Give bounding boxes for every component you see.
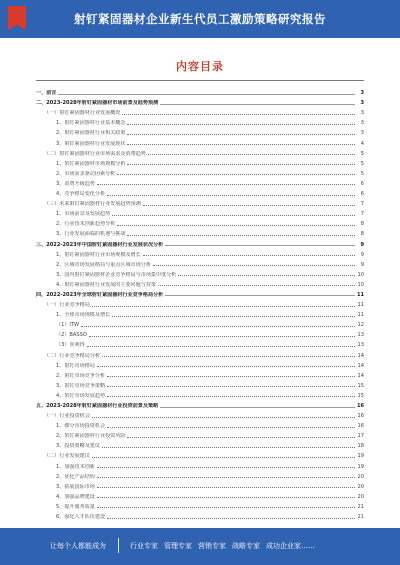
toc-page-number: 8 (360, 221, 364, 228)
toc-page-number: 14 (357, 372, 364, 379)
toc-entry[interactable] (36, 268, 364, 278)
toc-leader (160, 104, 355, 105)
toc-page-number: 20 (357, 473, 364, 480)
toc-entry-text: 1、射钉市场格局 (56, 362, 95, 369)
toc-page-number: 9 (360, 261, 364, 268)
toc-leader (97, 477, 355, 478)
toc-page-number: 21 (357, 503, 364, 510)
toc-entry[interactable] (36, 338, 364, 348)
toc-page-number: 11 (357, 312, 364, 319)
toc-page-number: 13 (357, 332, 364, 339)
toc-leader (153, 265, 355, 266)
toc-entry-text: （二）行业竞争格局分析 (44, 352, 101, 359)
toc-page-number: 20 (357, 483, 364, 490)
toc-entry-text: （2）BASSO (56, 332, 87, 339)
footer-role: 行业专家 (130, 542, 158, 550)
toc-entry[interactable] (36, 177, 364, 187)
toc-entry-text: 2、市场需求驱动因素分析 (56, 170, 116, 177)
toc-page-number: 6 (360, 191, 364, 198)
toc-page-number: 3 (360, 130, 364, 137)
toc-entry[interactable] (36, 96, 364, 106)
toc-entry-text: 4、射钉市场发展趋势 (56, 392, 106, 399)
toc-entry[interactable] (36, 258, 364, 268)
toc-entry-text: 1、射钉紧固器材市场规模分析 (56, 160, 126, 167)
toc-page-number: 14 (357, 362, 364, 369)
toc-entry[interactable] (36, 409, 364, 419)
toc-leader (97, 497, 355, 498)
toc-page-number: 10 (357, 281, 364, 288)
toc-entry[interactable] (36, 389, 364, 399)
toc-leader (97, 487, 355, 488)
toc-leader (127, 164, 355, 165)
footer-divider (118, 538, 119, 553)
toc-entry-text: 1、细分市场投资机会 (56, 423, 106, 430)
toc-entry[interactable] (36, 439, 364, 449)
toc-leader (165, 295, 355, 296)
toc-entry-text: （二）行业发展建议 (44, 453, 90, 460)
footer-role: 成功企业家…… (266, 542, 315, 550)
toc-entry-text: 3、国内射钉紧固器材企业竞争格局与市场集中度分析 (56, 271, 177, 278)
toc-leader (87, 346, 355, 347)
toc-leader (107, 386, 355, 387)
toc-leader (107, 195, 355, 196)
toc-page-number: 20 (357, 493, 364, 500)
toc-entry-text: 3、投资策略及建议 (56, 443, 100, 450)
toc-page-number: 15 (357, 382, 364, 389)
footer-role: 战略专家 (232, 542, 260, 550)
toc-entry-text: （3）喜利得 (56, 342, 85, 349)
toc-entry[interactable] (36, 237, 364, 247)
toc-leader (81, 326, 355, 327)
toc-entry-text: 1、市场前景及发展趋势 (56, 211, 111, 218)
footer-roles (130, 541, 321, 551)
toc-entry[interactable] (36, 490, 364, 500)
toc-leader (127, 134, 355, 135)
toc-page-number: 5 (360, 170, 364, 177)
toc-entry-text: 2、射钉紧固器材行业相关政策 (56, 130, 126, 137)
toc-entry[interactable] (36, 359, 364, 369)
toc-entry[interactable] (36, 328, 364, 338)
toc-leader (127, 144, 355, 145)
toc-page-number: 16 (357, 423, 364, 430)
toc-leader (165, 245, 355, 246)
toc-entry[interactable] (36, 278, 364, 288)
toc-entry[interactable] (36, 480, 364, 490)
toc-page-number: 5 (360, 150, 364, 157)
toc-page-number: 3 (360, 100, 364, 107)
report-title: 射钉紧固器材企业新生代员工激励策略研究报告 (74, 12, 326, 26)
toc-page-number: 3 (360, 90, 364, 97)
toc-page-number: 19 (357, 463, 364, 470)
toc-entry-text: 五、2023-2028年射钉紧固器材行业投资前景及策略 (36, 403, 159, 409)
toc-leader (107, 518, 355, 519)
toc-leader (102, 447, 355, 448)
toc-entry[interactable] (36, 217, 364, 227)
toc-leader (92, 306, 355, 307)
toc-page-number: 17 (357, 433, 364, 440)
toc-entry[interactable] (36, 449, 364, 459)
toc-leader (178, 275, 355, 276)
toc-leader (158, 285, 355, 286)
toc-page-number: 16 (357, 413, 364, 420)
toc-leader (148, 154, 355, 155)
toc-entry[interactable] (36, 187, 364, 197)
toc-title: 内容目录 (176, 60, 224, 73)
toc-entry[interactable] (36, 379, 364, 389)
toc-entry[interactable] (36, 147, 364, 157)
toc-leader (143, 205, 355, 206)
toc-entry-text: 2、区域市场发展格局与重点区域市场分析 (56, 261, 151, 268)
toc-page-number: 3 (360, 110, 364, 117)
toc-page-number: 8 (360, 231, 364, 238)
toc-page-number: 14 (357, 352, 364, 359)
toc-entry[interactable] (36, 197, 364, 207)
toc-page-number: 11 (357, 291, 365, 298)
toc-entry-text: 4、射钉紧固器材行业发展的主要问题与对策 (56, 281, 157, 288)
toc-page-number: 9 (360, 241, 364, 248)
toc-page-number: 5 (360, 160, 364, 167)
toc-entry[interactable] (36, 136, 364, 146)
toc-entry-text: 3、射钉市场竞争策略 (56, 382, 106, 389)
toc-entry[interactable] (36, 429, 364, 439)
toc-page-number: 10 (357, 271, 364, 278)
toc-leader (127, 437, 355, 438)
toc-entry-text: （一）射钉紧固器材行业发展概况 (44, 110, 121, 117)
toc-leader (97, 467, 355, 468)
toc-entry-text: 3、拓展国际市场 (56, 483, 95, 490)
toc-entry[interactable] (36, 348, 364, 358)
toc-leader (117, 225, 355, 226)
toc-leader (58, 94, 355, 95)
toc-entry-text: 三、2022-2023年中国射钉紧固器材行业发展状况分析 (36, 241, 164, 248)
toc-entry-text: 2、射钉紧固器材行业投资风险 (56, 433, 126, 440)
footer-role: 营销专家 (198, 542, 226, 550)
toc-divider (36, 80, 364, 81)
toc-entry[interactable] (36, 459, 364, 469)
toc-leader (127, 124, 355, 125)
toc-entry[interactable] (36, 318, 364, 328)
toc-leader (92, 457, 355, 458)
toc-leader (102, 356, 355, 357)
toc-page-number: 11 (357, 302, 364, 309)
toc-leader (117, 174, 355, 175)
toc-leader (143, 255, 355, 256)
toc-entry[interactable] (36, 298, 364, 308)
toc-entry-text: 一、前言 (36, 90, 57, 97)
toc-entry[interactable] (36, 86, 364, 96)
toc-entry[interactable] (36, 207, 364, 217)
report-header (0, 0, 400, 38)
toc-entry-text: （三）未来射钉紧固器材行业发展趋势预测 (44, 201, 141, 208)
toc-entry-text: （二）射钉紧固器材行业市场需求及消费趋势 (44, 150, 146, 157)
toc-page-number: 6 (360, 180, 364, 187)
toc-leader (89, 336, 355, 337)
toc-entry-text: （一）行业竞争格局 (44, 302, 90, 309)
toc-entry-text: 2、优化产品结构 (56, 473, 95, 480)
toc-entry[interactable] (36, 126, 364, 136)
toc-leader (97, 366, 355, 367)
toc-page-number: 15 (357, 392, 364, 399)
toc-leader (97, 184, 355, 185)
toc-leader (122, 114, 355, 115)
toc-entry[interactable] (36, 510, 364, 520)
toc-leader (112, 215, 355, 216)
toc-page-number: 7 (360, 211, 364, 218)
toc-leader (160, 407, 355, 408)
toc-entry-text: 1、射钉紧固器材行业市场规模及增长 (56, 251, 141, 258)
toc-entry-text: 4、加强品牌建设 (56, 493, 95, 500)
toc-entry[interactable] (36, 500, 364, 510)
toc-entry[interactable] (36, 399, 364, 409)
toc-entry-text: 2、行业技术创新趋势分析 (56, 221, 116, 228)
toc-leader (97, 507, 355, 508)
toc-entry[interactable] (36, 227, 364, 237)
toc-page-number: 18 (357, 443, 364, 450)
toc-leader (127, 235, 355, 236)
toc-entry[interactable] (36, 157, 364, 167)
toc-page-number: 12 (357, 322, 364, 329)
toc-entry-text: 2、射钉市场竞争分析 (56, 372, 106, 379)
toc-leader (112, 316, 355, 317)
table-of-contents (36, 86, 364, 520)
toc-page-number: 19 (357, 453, 364, 460)
toc-leader (92, 417, 355, 418)
toc-entry-text: 1、加强技术创新 (56, 463, 95, 470)
toc-entry[interactable] (36, 288, 364, 298)
footer-role: 管理专家 (164, 542, 192, 550)
toc-entry-text: 四、2022-2023年全球射钉紧固器材行业竞争格局分析 (36, 291, 164, 298)
toc-page-number: 3 (360, 120, 364, 127)
toc-page-number: 7 (360, 201, 364, 208)
toc-entry[interactable] (36, 470, 364, 480)
toc-leader (107, 427, 355, 428)
footer-slogan: 让每个人都能成为 (50, 542, 106, 550)
toc-entry-text: 1、全球市场规模及增长 (56, 312, 111, 319)
toc-entry-text: 3、行业发展面临的机遇与挑战 (56, 231, 126, 238)
toc-entry[interactable] (36, 419, 364, 429)
toc-entry[interactable] (36, 308, 364, 318)
toc-page-number: 13 (357, 342, 364, 349)
toc-entry[interactable] (36, 248, 364, 258)
toc-entry-text: （1）ITW (56, 322, 80, 329)
toc-entry-text: 3、消费升级趋势 (56, 180, 95, 187)
toc-entry-text: （一）行业投资机会 (44, 413, 90, 420)
toc-entry-text: 6、强化人才队伍建设 (56, 514, 106, 521)
toc-page-number: 9 (360, 251, 364, 258)
toc-entry[interactable] (36, 106, 364, 116)
toc-entry-text: 1、射钉紧固器材行业基本概念 (56, 120, 126, 127)
toc-leader (107, 376, 355, 377)
toc-entry-text: 4、竞争格局变化分析 (56, 191, 106, 198)
toc-entry[interactable] (36, 167, 364, 177)
toc-leader (107, 396, 355, 397)
toc-entry-text: 5、提升服务质量 (56, 503, 95, 510)
toc-page-number: 16 (357, 403, 365, 409)
toc-page-number: 4 (360, 140, 364, 147)
toc-entry[interactable] (36, 116, 364, 126)
page-footer (0, 528, 400, 565)
toc-entry-text: 二、2023-2028年射钉紧固器材市场前景及趋势预测 (36, 100, 159, 107)
toc-entry[interactable] (36, 369, 364, 379)
toc-page-number: 21 (357, 514, 364, 521)
toc-entry-text: 3、射钉紧固器材行业发展现状 (56, 140, 126, 147)
